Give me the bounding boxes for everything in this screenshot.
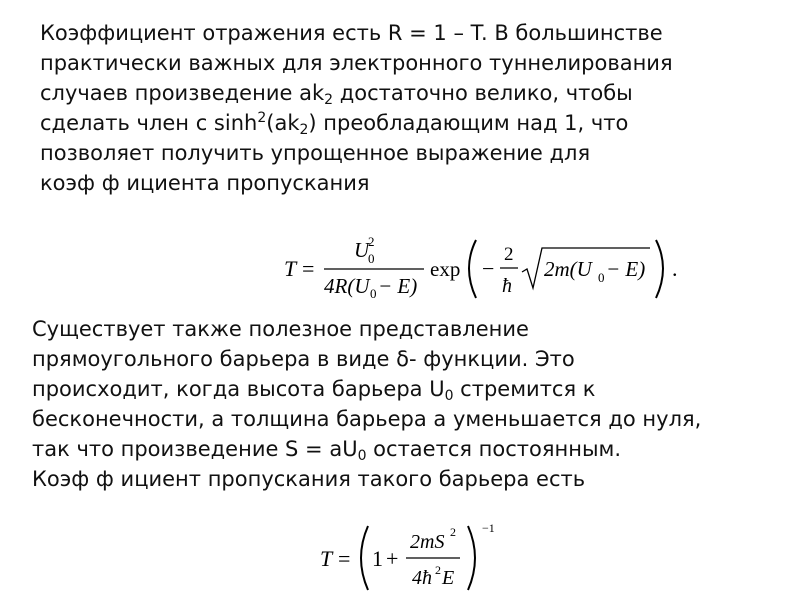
- formula-symbol: T: [284, 256, 297, 281]
- subscript: 0: [357, 448, 367, 464]
- formula-symbol: T: [320, 546, 333, 571]
- left-paren: [361, 526, 368, 590]
- formula-punctuation: .: [672, 256, 678, 281]
- formula-operator: +: [386, 546, 399, 571]
- formula-function: exp: [430, 257, 461, 281]
- text-line: [32, 434, 800, 464]
- text-line: [32, 314, 800, 344]
- text-span: стремится к: [453, 377, 596, 401]
- formula-operator: −: [482, 256, 495, 281]
- subscript: 0: [444, 388, 454, 404]
- formula-superscript: −1: [482, 521, 495, 535]
- text-line: [40, 78, 800, 108]
- text-line: [32, 404, 800, 434]
- paragraph-delta-barrier: [32, 314, 800, 494]
- text-span: коэф ф ициента пропускания: [40, 171, 370, 195]
- text-line: [32, 344, 800, 374]
- formula-subscript: 0: [370, 286, 377, 301]
- paragraph-reflection-coefficient: [40, 18, 800, 198]
- formula-delta-transmission: [318, 520, 498, 598]
- text-line: [32, 464, 800, 494]
- text-line: [40, 168, 800, 198]
- formula-symbol: 4ħ: [412, 567, 432, 589]
- text-span: сделать член с sinh: [40, 111, 258, 135]
- formula-operator: =: [302, 256, 315, 281]
- text-span: достаточно велико, чтобы: [333, 81, 633, 105]
- text-line: [40, 48, 800, 78]
- text-span: (ak: [266, 111, 300, 135]
- text-line: [32, 374, 800, 404]
- formula-operator: =: [338, 546, 351, 571]
- formula-symbol: E: [442, 567, 455, 589]
- text-span: позволяет получить упрощенное выражение для: [40, 141, 591, 165]
- formula-number: 1: [372, 546, 383, 571]
- text-span: ) преобладающим над 1, что: [308, 111, 629, 135]
- formula-symbol: ħ: [502, 275, 512, 297]
- text-line: [40, 18, 800, 48]
- formula-svg: [318, 520, 498, 598]
- formula-number: 2: [504, 244, 514, 265]
- text-span: так что произведение S = aU: [32, 437, 358, 461]
- left-paren: [469, 240, 476, 298]
- formula-symbol: U: [354, 238, 370, 262]
- formula-symbol: 2mS: [410, 531, 445, 553]
- formula-superscript: 2: [450, 525, 456, 539]
- formula-superscript: 2: [368, 234, 375, 249]
- text-span: остается постоянным.: [366, 437, 622, 461]
- formula-symbol: − E): [606, 257, 646, 281]
- superscript: 2: [257, 110, 267, 126]
- text-span: прямоугольного барьера в виде δ- функции. Это: [32, 347, 575, 371]
- right-paren: [656, 240, 663, 298]
- formula-subscript: 0: [598, 270, 605, 285]
- text-span: случаев произведение ak: [40, 81, 325, 105]
- text-span: Коэф ф ициент пропускания такого барьера есть: [32, 467, 586, 491]
- text-span: Существует также полезное представление: [32, 317, 529, 341]
- right-paren: [468, 526, 475, 590]
- formula-svg: [282, 232, 682, 304]
- formula-symbol: 2m(U: [544, 257, 592, 281]
- formula-symbol: 4R(U: [324, 274, 370, 298]
- text-line: [40, 108, 800, 138]
- formula-transmission-approx: [282, 232, 682, 304]
- text-line: [40, 138, 800, 168]
- formula-symbol: − E): [378, 274, 418, 298]
- formula-subscript: 0: [368, 251, 375, 266]
- text-span: бесконечности, а толщина барьера а уменьшается до нуля,: [32, 407, 702, 431]
- subscript: 2: [324, 92, 334, 108]
- text-span: происходит, когда высота барьера U: [32, 377, 445, 401]
- text-span: практически важных для электронного туннелирования: [40, 51, 673, 75]
- subscript: 2: [299, 122, 309, 138]
- text-span: Коэффициент отражения есть R = 1 – T. В большинстве: [40, 21, 663, 45]
- formula-superscript: 2: [435, 563, 441, 577]
